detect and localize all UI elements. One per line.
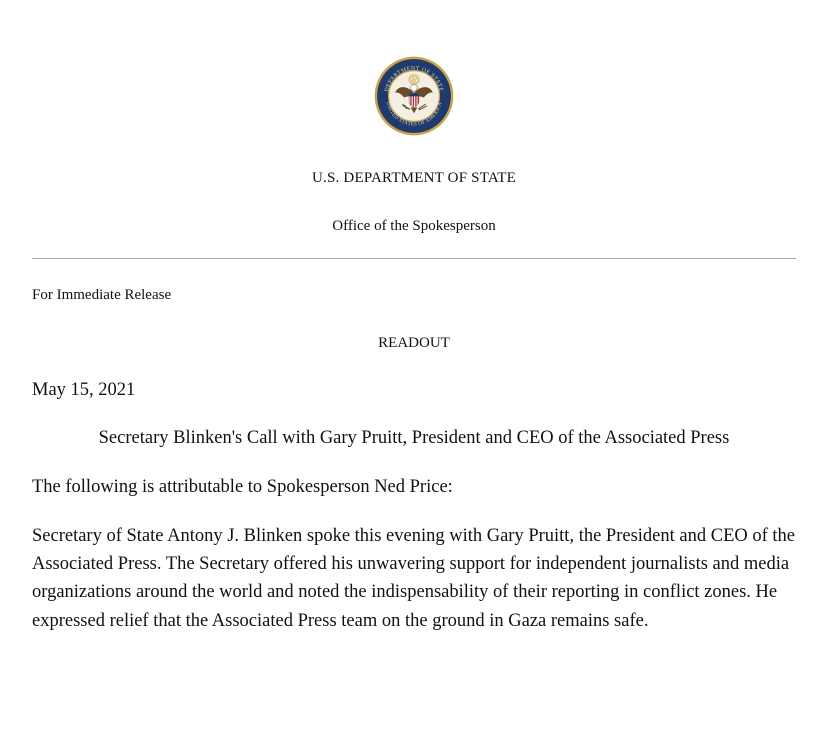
- release-label: For Immediate Release: [32, 287, 172, 303]
- header-divider: [32, 258, 796, 259]
- department-name: U.S. DEPARTMENT OF STATE: [312, 170, 516, 186]
- seal-ring-text: DEPARTMENT OF STATE: [384, 65, 444, 93]
- release-headline: Secretary Blinken's Call with Gary Pruitt, President and CEO of the Associated Press: [98, 428, 730, 448]
- office-name: Office of the Spokesperson: [332, 218, 496, 234]
- release-body: Secretary of State Antony J. Blinken spoke this evening with Gary Pruitt, the President and CEO of the Associated Press. The Secretary offered his unwavering support for independent journalists and media organizations around the world and noted the indispensability of their reporting in conflict zones. He expressed relief that the Associated Press team on the ground in Gaza remains safe.: [32, 526, 795, 631]
- attribution-line: The following is attributable to Spokesperson Ned Price:: [32, 477, 453, 497]
- svg-text:UNITED STATES OF AMERICA: UNITED STATES OF AMERICA: [384, 101, 444, 128]
- release-date: May 15, 2021: [32, 380, 136, 400]
- release-type: READOUT: [378, 335, 450, 351]
- department-of-state-seal-icon: [373, 55, 455, 137]
